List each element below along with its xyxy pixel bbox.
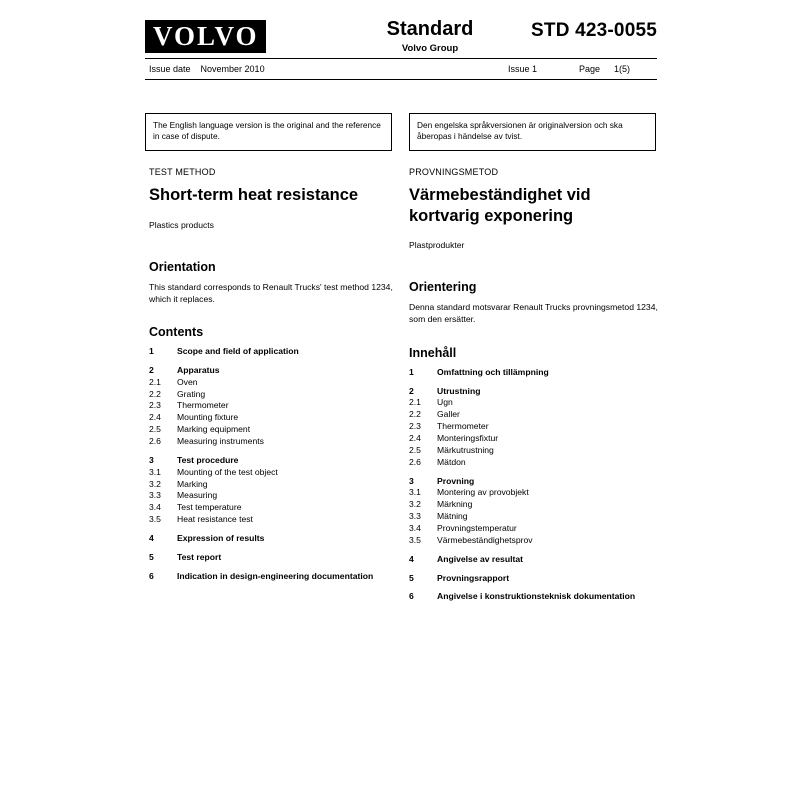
contents-item-number: 5 (149, 551, 154, 562)
contents-item-label: Montering av provobjekt (437, 487, 529, 498)
orientation-text-sv: Denna standard motsvarar Renault Trucks provningsmetod 1234, som den ersätter. (409, 302, 658, 325)
contents-item-number: 2.4 (409, 432, 421, 443)
contents-item-number: 2 (409, 385, 414, 396)
contents-item-number: 3.4 (409, 522, 421, 533)
volvo-logo: VOLVO (145, 20, 266, 53)
contents-item-number: 5 (409, 572, 414, 583)
contents-heading-sv: Innehåll (409, 345, 457, 360)
contents-item[interactable] (149, 400, 399, 412)
contents-item[interactable] (409, 433, 659, 445)
kicker-en: TEST METHOD (149, 167, 216, 177)
contents-item-number: 3 (409, 475, 414, 486)
contents-item-number: 3.2 (149, 478, 161, 489)
contents-item-label: Omfattning och tillämpning (437, 366, 549, 377)
standard-word: Standard (386, 18, 474, 40)
contents-item[interactable] (149, 389, 399, 401)
contents-item-label: Märkning (437, 499, 473, 510)
contents-item[interactable] (409, 573, 659, 585)
contents-item[interactable] (149, 479, 399, 491)
contents-item-label: Mätning (437, 511, 468, 522)
header-rule-bottom (145, 79, 657, 80)
orientation-text-en: This standard corresponds to Renault Trucks' test method 1234, which it replaces. (149, 281, 393, 304)
contents-item-label: Provning (437, 475, 475, 486)
document-title-en: Short-term heat resistance (149, 186, 359, 204)
contents-item-number: 2.5 (149, 424, 161, 435)
contents-item[interactable] (409, 523, 659, 535)
contents-item[interactable] (409, 476, 659, 488)
contents-item-label: Galler (437, 409, 460, 420)
contents-item-label: Utrustning (437, 385, 481, 396)
contents-item-label: Monteringsfixtur (437, 432, 499, 443)
contents-item[interactable] (409, 367, 659, 379)
contents-item-number: 2.2 (409, 409, 421, 420)
contents-item-number: 3.3 (409, 511, 421, 522)
contents-item-number: 2.4 (149, 412, 161, 423)
contents-item-number: 4 (409, 553, 414, 564)
page-label: Page (579, 64, 601, 74)
contents-item[interactable] (149, 346, 399, 358)
contents-item[interactable] (149, 424, 399, 436)
issue-date (149, 64, 265, 74)
header-meta-row (145, 59, 657, 79)
contents-item-label: Thermometer (437, 421, 489, 432)
volvo-group-label: Volvo Group (401, 43, 459, 54)
kicker-sv: PROVNINGSMETOD (409, 167, 499, 177)
contents-item[interactable] (409, 421, 659, 433)
contents-item[interactable] (149, 365, 399, 377)
page-value: 1(5) (614, 64, 631, 74)
contents-item-label: Indication in design-engineering documentation (177, 570, 374, 581)
orientation-heading-sv: Orientering (409, 280, 477, 295)
document-title-sv: Värmebeständighet vid kortvarig exponering (409, 186, 591, 225)
issue-number (508, 64, 537, 74)
contents-item[interactable] (409, 511, 659, 523)
contents-item-label: Marking (177, 478, 208, 489)
contents-list-sv (409, 367, 659, 604)
contents-item-number: 2.1 (149, 376, 161, 387)
contents-item-label: Expression of results (177, 533, 265, 544)
contents-item-number: 2.5 (409, 444, 421, 455)
contents-item-label: Ugn (437, 397, 453, 408)
contents-item-number: 1 (149, 346, 154, 357)
contents-item-number: 2.3 (409, 421, 421, 432)
issue-label: Issue (508, 64, 530, 74)
contents-item-label: Mätdon (437, 456, 466, 467)
column-swedish (409, 167, 659, 603)
contents-item-number: 3.3 (149, 490, 161, 501)
contents-item-number: 3.5 (149, 514, 161, 525)
contents-item-label: Grating (177, 388, 206, 399)
contents-item-number: 3.5 (409, 534, 421, 545)
contents-item-number: 2.6 (409, 456, 421, 467)
contents-item[interactable] (409, 397, 659, 409)
page-number (579, 64, 630, 74)
notice-row (145, 113, 657, 151)
contents-item-label: Heat resistance test (177, 514, 253, 525)
contents-item-label: Apparatus (177, 364, 220, 375)
contents-item-number: 3.4 (149, 502, 161, 513)
header-center-block (345, 18, 515, 54)
contents-item-number: 4 (149, 533, 154, 544)
contents-item[interactable] (149, 502, 399, 514)
contents-item[interactable] (409, 554, 659, 566)
contents-item[interactable] (409, 386, 659, 398)
contents-item-label: Angivelse av resultat (437, 553, 523, 564)
contents-item[interactable] (149, 533, 399, 545)
contents-item-label: Scope and field of application (177, 346, 299, 357)
contents-item-label: Angivelse i konstruktionsteknisk dokumentation (437, 591, 636, 602)
contents-item-number: 3 (149, 454, 154, 465)
contents-item-label: Thermometer (177, 400, 229, 411)
issue-date-label: Issue date (149, 64, 191, 74)
contents-item-number: 3.2 (409, 499, 421, 510)
notice-english: The English language version is the original and the reference in case of dispute. (145, 113, 392, 151)
contents-item-number: 2.1 (409, 397, 421, 408)
contents-item-number: 6 (409, 591, 414, 602)
contents-item-label: Mounting of the test object (177, 466, 278, 477)
contents-item[interactable] (149, 571, 399, 583)
issue-value: 1 (532, 64, 538, 74)
contents-item[interactable] (149, 552, 399, 564)
contents-item[interactable] (409, 409, 659, 421)
contents-item[interactable] (149, 467, 399, 479)
orientation-heading-en: Orientation (149, 259, 216, 274)
contents-item[interactable] (409, 591, 659, 603)
issue-date-value: November 2010 (200, 64, 265, 74)
contents-item-label: Test report (177, 551, 222, 562)
contents-item-number: 6 (149, 570, 154, 581)
contents-item-label: Test temperature (177, 502, 242, 513)
contents-item[interactable] (149, 490, 399, 502)
contents-item-number: 1 (409, 366, 414, 377)
contents-heading-en: Contents (149, 325, 204, 340)
contents-item-label: Provningsrapport (437, 572, 510, 583)
contents-item-label: Measuring (177, 490, 218, 501)
document-subtitle-sv: Plastprodukter (409, 240, 465, 251)
contents-item-label: Märkutrustning (437, 444, 494, 455)
contents-item-label: Mounting fixture (177, 412, 239, 423)
contents-item-label: Test procedure (177, 454, 239, 465)
contents-item-label: Marking equipment (177, 424, 251, 435)
document-subtitle-en: Plastics products (149, 219, 214, 230)
contents-item[interactable] (409, 445, 659, 457)
contents-item-number: 2 (149, 364, 154, 375)
column-english (149, 167, 399, 583)
document-sheet (145, 14, 658, 602)
standard-number: STD 423-0055 (531, 20, 657, 41)
contents-item[interactable] (149, 412, 399, 424)
contents-item-number: 3.1 (149, 466, 161, 477)
contents-item[interactable] (149, 436, 399, 448)
contents-item-number: 3.1 (409, 487, 421, 498)
contents-item-label: Provningstemperatur (437, 522, 517, 533)
contents-item-label: Värmebeständighetsprov (437, 534, 533, 545)
contents-item[interactable] (149, 455, 399, 467)
notice-swedish: Den engelska språkversionen är originalversion och ska åberopas i händelse av tvist. (409, 113, 656, 151)
contents-item-number: 2.2 (149, 388, 161, 399)
contents-item[interactable] (409, 535, 659, 547)
contents-item-number: 2.6 (149, 436, 161, 447)
contents-item[interactable] (149, 377, 399, 389)
contents-item-label: Oven (177, 376, 198, 387)
contents-item[interactable] (409, 499, 659, 511)
contents-item[interactable] (149, 514, 399, 526)
contents-list-en (149, 346, 399, 583)
document-header (145, 14, 657, 58)
contents-item-label: Measuring instruments (177, 436, 264, 447)
contents-item[interactable] (409, 487, 659, 499)
contents-item[interactable] (409, 457, 659, 469)
contents-item-number: 2.3 (149, 400, 161, 411)
